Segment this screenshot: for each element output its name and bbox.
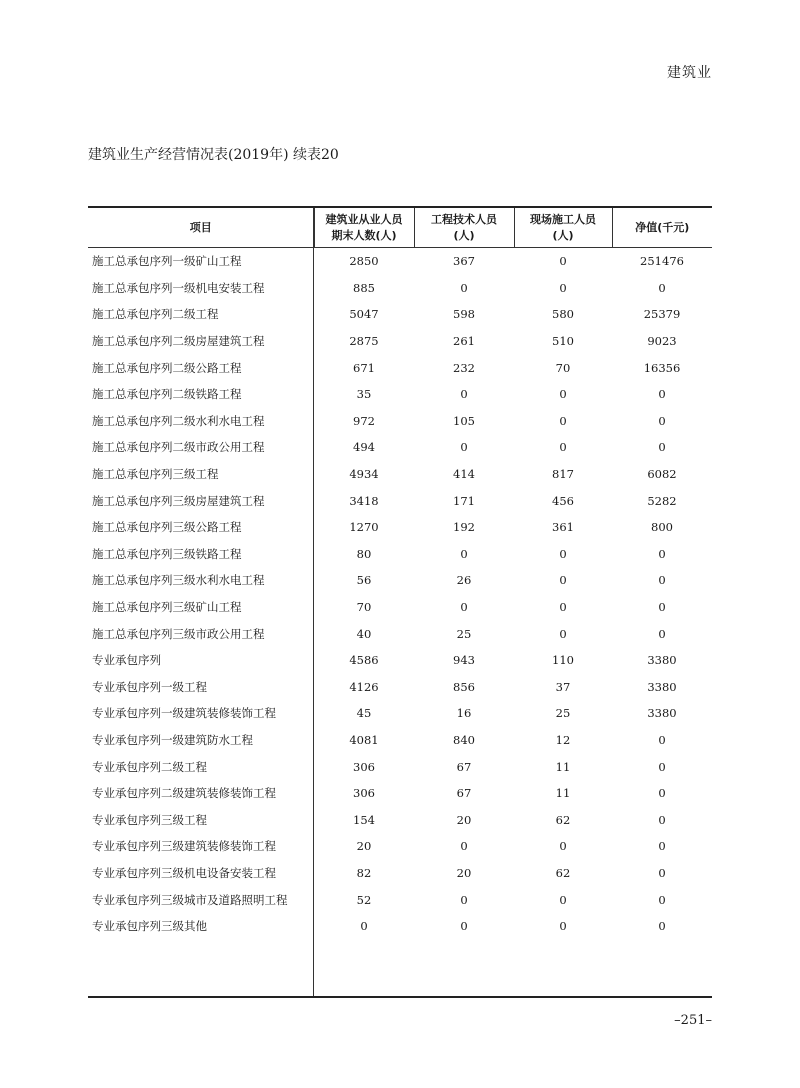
- row-value: 0: [460, 546, 468, 561]
- row-value: 4126: [349, 679, 379, 694]
- table-row: [88, 275, 712, 302]
- row-value: 840: [453, 732, 475, 747]
- table-row: [88, 620, 712, 647]
- row-value: 82: [356, 865, 372, 880]
- row-label: 施工总承包序列二级公路工程: [92, 360, 242, 375]
- row-value: 0: [658, 839, 666, 854]
- row-label: 专业承包序列三级其他: [92, 919, 207, 934]
- row-value: 67: [456, 786, 472, 801]
- row-label: 施工总承包序列三级工程: [92, 467, 219, 482]
- table-row: [88, 541, 712, 568]
- row-value: 306: [353, 759, 375, 774]
- row-value: 0: [658, 600, 666, 615]
- row-value: 856: [453, 679, 475, 694]
- table-row: [88, 833, 712, 860]
- table-row: [88, 700, 712, 727]
- row-value: 25: [456, 626, 472, 641]
- row-value: 26: [456, 573, 472, 588]
- row-value: 56: [356, 573, 372, 588]
- row-label: 施工总承包序列三级矿山工程: [92, 600, 242, 615]
- column-divider: [313, 208, 314, 996]
- row-label: 专业承包序列三级机电设备安装工程: [92, 865, 276, 880]
- row-value: 0: [559, 254, 567, 269]
- table-row: [88, 461, 712, 488]
- row-value: 35: [356, 387, 372, 402]
- row-value: 0: [658, 892, 666, 907]
- row-value: 11: [555, 786, 571, 801]
- row-value: 0: [460, 600, 468, 615]
- table-row: [88, 248, 712, 275]
- table-row: [88, 674, 712, 701]
- row-value: 110: [552, 653, 574, 668]
- row-value: 0: [460, 839, 468, 854]
- page-number: –251–: [674, 1013, 712, 1028]
- row-value: 232: [453, 360, 475, 375]
- row-value: 972: [353, 413, 375, 428]
- row-value: 4934: [349, 467, 379, 482]
- row-value: 25: [555, 706, 571, 721]
- row-value: 0: [658, 546, 666, 561]
- row-value: 67: [456, 759, 472, 774]
- row-value: 4081: [349, 732, 379, 747]
- row-value: 251476: [640, 254, 684, 269]
- row-value: 0: [559, 573, 567, 588]
- row-value: 6082: [647, 467, 677, 482]
- table-row: [88, 886, 712, 913]
- row-value: 0: [460, 440, 468, 455]
- row-label: 专业承包序列一级工程: [92, 679, 207, 694]
- row-value: 0: [658, 573, 666, 588]
- header-row: [88, 208, 712, 248]
- row-value: 367: [453, 254, 475, 269]
- row-label: 施工总承包序列三级公路工程: [92, 520, 242, 535]
- row-value: 25379: [643, 307, 681, 322]
- table-row: [88, 487, 712, 514]
- row-value: 9023: [647, 334, 677, 349]
- row-value: 3380: [647, 653, 677, 668]
- table-row: [88, 860, 712, 887]
- row-label: 施工总承包序列一级矿山工程: [92, 254, 242, 269]
- row-value: 20: [356, 839, 372, 854]
- row-value: 0: [658, 387, 666, 402]
- row-value: 0: [460, 892, 468, 907]
- table-row: [88, 780, 712, 807]
- table-row: [88, 567, 712, 594]
- row-value: 2875: [349, 334, 379, 349]
- row-value: 510: [552, 334, 574, 349]
- table-title: 建筑业生产经营情况表(2019年) 续表20: [88, 147, 339, 163]
- row-label: 施工总承包序列二级水利水电工程: [92, 413, 265, 428]
- row-value: 70: [555, 360, 571, 375]
- row-value: 5047: [349, 307, 379, 322]
- section-tag: 建筑业: [667, 65, 712, 81]
- row-value: 0: [658, 759, 666, 774]
- row-label: 专业承包序列二级工程: [92, 759, 207, 774]
- row-label: 施工总承包序列三级市政公用工程: [92, 626, 265, 641]
- row-label: 专业承包序列三级城市及道路照明工程: [92, 892, 288, 907]
- row-value: 20: [456, 865, 472, 880]
- row-value: 52: [356, 892, 372, 907]
- table-row: [88, 408, 712, 435]
- row-label: 施工总承包序列二级房屋建筑工程: [92, 334, 265, 349]
- table-row: [88, 328, 712, 355]
- data-table: [88, 208, 712, 939]
- row-label: 专业承包序列一级建筑装修装饰工程: [92, 706, 276, 721]
- row-value: 0: [559, 387, 567, 402]
- row-value: 0: [360, 919, 368, 934]
- row-value: 0: [658, 865, 666, 880]
- table-header: [88, 208, 712, 248]
- header-net-value: 净值(千元): [612, 208, 712, 248]
- row-value: 261: [453, 334, 475, 349]
- row-value: 456: [552, 493, 574, 508]
- row-value: 817: [552, 467, 574, 482]
- table-row: [88, 753, 712, 780]
- table-row: [88, 727, 712, 754]
- row-value: 0: [460, 280, 468, 295]
- row-value: 16: [456, 706, 472, 721]
- row-value: 0: [460, 387, 468, 402]
- table-row: [88, 434, 712, 461]
- row-value: 16356: [643, 360, 681, 375]
- row-value: 0: [658, 440, 666, 455]
- row-value: 11: [555, 759, 571, 774]
- row-value: 414: [453, 467, 475, 482]
- row-label: 施工总承包序列三级水利水电工程: [92, 573, 265, 588]
- row-label: 专业承包序列一级建筑防水工程: [92, 732, 253, 747]
- row-label: 施工总承包序列三级房屋建筑工程: [92, 493, 265, 508]
- row-value: 20: [456, 812, 472, 827]
- row-label: 专业承包序列二级建筑装修装饰工程: [92, 786, 276, 801]
- row-value: 0: [658, 413, 666, 428]
- row-value: 5282: [647, 493, 677, 508]
- row-value: 0: [559, 280, 567, 295]
- row-value: 3380: [647, 706, 677, 721]
- header-total-staff: 建筑业从业人员 期末人数(人): [314, 208, 414, 248]
- row-value: 4586: [349, 653, 379, 668]
- row-value: 0: [559, 626, 567, 641]
- table-body: [88, 248, 712, 940]
- row-value: 171: [453, 493, 475, 508]
- row-value: 62: [555, 812, 571, 827]
- row-value: 0: [658, 732, 666, 747]
- row-value: 62: [555, 865, 571, 880]
- row-value: 105: [453, 413, 475, 428]
- row-value: 598: [453, 307, 475, 322]
- row-label: 专业承包序列三级工程: [92, 812, 207, 827]
- table-row: [88, 381, 712, 408]
- table-row: [88, 594, 712, 621]
- row-label: 施工总承包序列二级市政公用工程: [92, 440, 265, 455]
- row-value: 0: [559, 440, 567, 455]
- table-row: [88, 647, 712, 674]
- row-value: 0: [559, 600, 567, 615]
- header-item: 项目: [88, 208, 314, 248]
- row-value: 70: [356, 600, 372, 615]
- table-row: [88, 514, 712, 541]
- data-table-container: [88, 206, 712, 998]
- row-value: 192: [453, 520, 475, 535]
- row-label: 施工总承包序列一级机电安装工程: [92, 280, 265, 295]
- table-row: [88, 913, 712, 940]
- row-label: 专业承包序列三级建筑装修装饰工程: [92, 839, 276, 854]
- row-value: 885: [353, 280, 375, 295]
- row-value: 0: [658, 786, 666, 801]
- row-value: 154: [353, 812, 375, 827]
- row-value: 0: [658, 626, 666, 641]
- row-value: 0: [658, 812, 666, 827]
- row-value: 800: [651, 520, 673, 535]
- row-value: 943: [453, 653, 475, 668]
- row-label: 施工总承包序列三级铁路工程: [92, 546, 242, 561]
- row-value: 494: [353, 440, 375, 455]
- row-value: 0: [559, 413, 567, 428]
- row-value: 1270: [349, 520, 379, 535]
- row-value: 0: [658, 280, 666, 295]
- row-value: 0: [559, 839, 567, 854]
- row-value: 12: [555, 732, 571, 747]
- row-value: 0: [559, 546, 567, 561]
- row-value: 671: [353, 360, 375, 375]
- header-site-workers: 现场施工人员 (人): [514, 208, 612, 248]
- row-label: 施工总承包序列二级工程: [92, 307, 219, 322]
- row-value: 2850: [349, 254, 379, 269]
- row-value: 3418: [349, 493, 379, 508]
- row-value: 0: [559, 892, 567, 907]
- row-value: 306: [353, 786, 375, 801]
- row-value: 0: [658, 919, 666, 934]
- row-value: 80: [356, 546, 372, 561]
- row-value: 0: [559, 919, 567, 934]
- row-value: 40: [356, 626, 372, 641]
- table-row: [88, 301, 712, 328]
- row-value: 37: [555, 679, 571, 694]
- table-row: [88, 354, 712, 381]
- row-value: 361: [552, 520, 574, 535]
- header-engineers: 工程技术人员 (人): [414, 208, 514, 248]
- row-label: 施工总承包序列二级铁路工程: [92, 387, 242, 402]
- row-value: 3380: [647, 679, 677, 694]
- row-value: 580: [552, 307, 574, 322]
- table-row: [88, 806, 712, 833]
- row-label: 专业承包序列: [92, 653, 161, 668]
- row-value: 45: [356, 706, 372, 721]
- row-value: 0: [460, 919, 468, 934]
